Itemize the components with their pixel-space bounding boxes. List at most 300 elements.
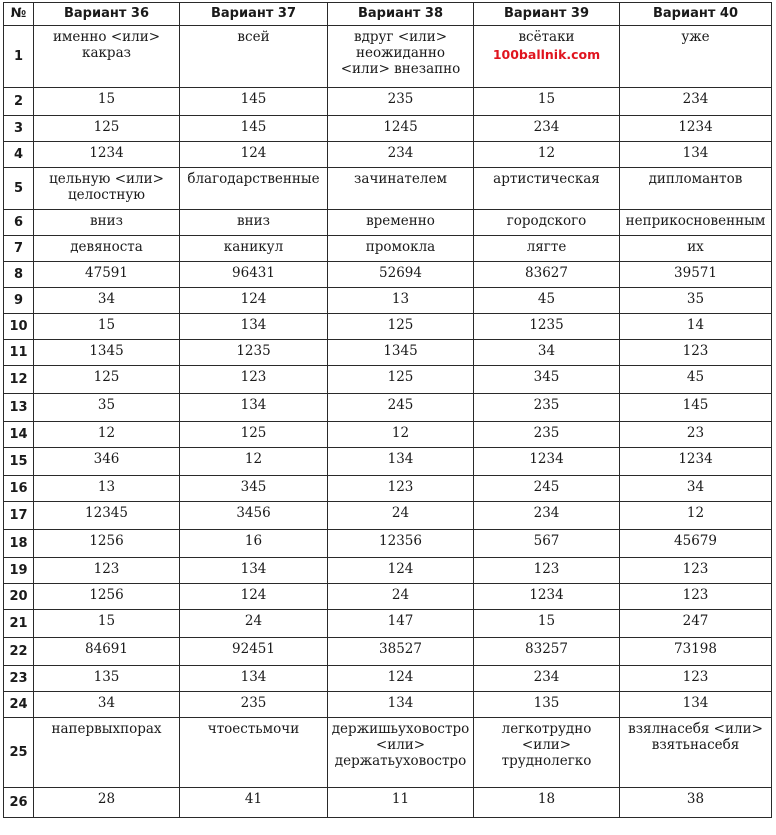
row-number — [4, 262, 34, 288]
answer-cell — [180, 788, 328, 818]
answer-cell — [34, 610, 180, 638]
answer-text: 34 — [97, 695, 116, 711]
answer-text: 134 — [240, 561, 267, 577]
answer-cell — [620, 366, 772, 394]
answer-cell — [474, 394, 620, 422]
row-number-text: 17 — [9, 507, 28, 523]
answer-cell — [34, 288, 180, 314]
row-number — [4, 210, 34, 236]
table-row — [4, 116, 772, 142]
answer-cell — [474, 638, 620, 666]
answer-text: 234 — [533, 505, 560, 521]
answer-text: 12 — [686, 505, 705, 521]
answer-cell — [474, 476, 620, 502]
answer-text: 125 — [387, 369, 414, 385]
row-number — [4, 448, 34, 476]
table-row — [4, 584, 772, 610]
header-variant-36: Вариант 36 — [34, 3, 180, 26]
table-row — [4, 210, 772, 236]
answer-text: 147 — [387, 613, 414, 629]
answer-cell — [34, 666, 180, 692]
header-variant-40: Вариант 40 — [620, 3, 772, 26]
answer-text: каникул — [223, 239, 284, 255]
answer-text: 83627 — [525, 265, 568, 281]
row-number — [4, 88, 34, 116]
answer-text: именно <или> какраз — [52, 29, 161, 61]
answer-text: 96431 — [232, 265, 275, 281]
answer-cell — [620, 210, 772, 236]
answer-cell — [474, 718, 620, 788]
answer-text: 84691 — [85, 641, 128, 657]
answers-table — [3, 2, 772, 818]
table-row — [4, 394, 772, 422]
answer-cell — [34, 584, 180, 610]
answer-text: 38 — [686, 791, 705, 807]
row-number — [4, 558, 34, 584]
answer-text: 1235 — [529, 317, 564, 333]
answer-cell — [328, 340, 474, 366]
answer-cell — [474, 610, 620, 638]
table-row — [4, 366, 772, 394]
answer-text: 123 — [533, 561, 560, 577]
answer-text: городского — [506, 213, 587, 229]
answer-cell — [328, 236, 474, 262]
answer-cell — [474, 210, 620, 236]
answer-cell — [34, 692, 180, 718]
answer-text: 134 — [240, 669, 267, 685]
answer-cell — [180, 530, 328, 558]
answer-text: 125 — [93, 119, 120, 135]
answer-text: 134 — [682, 145, 709, 161]
header-variant-39: Вариант 39 — [474, 3, 620, 26]
table-row — [4, 502, 772, 530]
answer-text: 145 — [240, 91, 267, 107]
row-number-text: 11 — [9, 344, 28, 360]
row-number — [4, 340, 34, 366]
answer-text: 123 — [93, 561, 120, 577]
answer-text: 346 — [93, 451, 120, 467]
answer-cell — [328, 448, 474, 476]
watermark-text: 100ballnik.com — [492, 47, 601, 62]
row-number-text: 23 — [9, 670, 28, 686]
table-row — [4, 448, 772, 476]
answer-text: 1234 — [89, 145, 124, 161]
answer-cell — [34, 448, 180, 476]
answer-text: 14 — [686, 317, 705, 333]
row-number-text: 20 — [9, 588, 28, 604]
answer-cell — [474, 88, 620, 116]
row-number-text: 10 — [9, 318, 28, 334]
answer-text: 39571 — [674, 265, 717, 281]
answer-cell — [34, 394, 180, 422]
answer-cell — [474, 502, 620, 530]
answer-text: 1345 — [383, 343, 418, 359]
answer-text: промокла — [365, 239, 436, 255]
answer-cell — [620, 530, 772, 558]
answer-cell — [474, 168, 620, 210]
answer-cell — [620, 666, 772, 692]
answer-text: 124 — [387, 669, 414, 685]
answer-text: 1234 — [678, 451, 713, 467]
answer-text: 35 — [97, 397, 116, 413]
table-row — [4, 288, 772, 314]
answer-text: дипломантов — [648, 171, 743, 187]
answer-text: 24 — [244, 613, 263, 629]
answer-text: 145 — [682, 397, 709, 413]
answer-cell — [328, 142, 474, 168]
row-number-text: 26 — [9, 794, 28, 810]
answer-text: цельную <или> целостную — [49, 171, 164, 203]
answer-cell — [180, 314, 328, 340]
table-row — [4, 718, 772, 788]
table-row — [4, 476, 772, 502]
answer-text: 124 — [240, 291, 267, 307]
answer-cell — [474, 314, 620, 340]
answer-text: 1234 — [529, 451, 564, 467]
answer-text: 1234 — [678, 119, 713, 135]
row-number-text: 25 — [9, 744, 28, 760]
row-number-text: 15 — [9, 453, 28, 469]
answer-text: 83257 — [525, 641, 568, 657]
answer-text: 23 — [686, 425, 705, 441]
answer-text: 15 — [97, 613, 116, 629]
answer-text: 24 — [391, 587, 410, 603]
answer-cell — [328, 584, 474, 610]
answer-cell — [620, 502, 772, 530]
answer-cell — [180, 448, 328, 476]
answer-cell — [620, 262, 772, 288]
answer-cell — [620, 476, 772, 502]
answer-text: уже — [681, 29, 710, 45]
answer-text: 45 — [537, 291, 556, 307]
answer-text: 15 — [97, 317, 116, 333]
answer-cell — [328, 26, 474, 88]
answer-cell — [328, 558, 474, 584]
row-number-text: 2 — [13, 93, 24, 109]
row-number-text: 14 — [9, 426, 28, 442]
answer-cell — [328, 692, 474, 718]
answer-cell — [620, 288, 772, 314]
row-number — [4, 610, 34, 638]
answer-text: 124 — [387, 561, 414, 577]
answer-text: 24 — [391, 505, 410, 521]
answer-text: 73198 — [674, 641, 717, 657]
answer-text: 125 — [240, 425, 267, 441]
answer-cell — [328, 288, 474, 314]
answer-cell — [328, 718, 474, 788]
table-row — [4, 262, 772, 288]
answer-text: 3456 — [236, 505, 271, 521]
table-row — [4, 314, 772, 340]
answer-text: 125 — [387, 317, 414, 333]
answer-cell — [474, 558, 620, 584]
answer-text: 123 — [682, 669, 709, 685]
answer-text: 245 — [387, 397, 414, 413]
header-row — [4, 3, 772, 26]
row-number — [4, 530, 34, 558]
answer-cell — [620, 584, 772, 610]
table-row — [4, 638, 772, 666]
answer-text: девяноста — [70, 239, 143, 255]
answer-cell — [328, 530, 474, 558]
answer-text: 235 — [240, 695, 267, 711]
answer-cell — [474, 788, 620, 818]
answer-text: вдруг <или> неожиданно <или> внезапно — [340, 29, 461, 77]
answer-text: 1256 — [89, 587, 124, 603]
answer-text: 345 — [240, 479, 267, 495]
answer-text: 12 — [391, 425, 410, 441]
answer-cell — [328, 366, 474, 394]
row-number — [4, 116, 34, 142]
answer-cell — [180, 558, 328, 584]
row-number — [4, 788, 34, 818]
answer-text: 1235 — [236, 343, 271, 359]
answer-cell — [328, 210, 474, 236]
row-number — [4, 394, 34, 422]
answer-cell — [620, 692, 772, 718]
answer-text: 235 — [533, 425, 560, 441]
answer-text: благодарственные — [187, 171, 320, 187]
answer-text: держишьуховостро <или> держатьуховостро — [331, 721, 470, 769]
answer-text: 47591 — [85, 265, 128, 281]
answer-text: 123 — [682, 587, 709, 603]
answer-cell — [180, 262, 328, 288]
answer-text: 15 — [537, 91, 556, 107]
answer-text: 45 — [686, 369, 705, 385]
answer-cell — [34, 116, 180, 142]
answer-cell — [180, 26, 328, 88]
answer-cell — [34, 366, 180, 394]
answer-cell — [180, 142, 328, 168]
answer-cell — [620, 394, 772, 422]
answer-cell — [180, 88, 328, 116]
answer-cell — [620, 26, 772, 88]
row-number-text: 5 — [13, 180, 24, 196]
row-number — [4, 288, 34, 314]
row-number — [4, 142, 34, 168]
answer-cell — [620, 168, 772, 210]
answer-cell — [34, 530, 180, 558]
answer-cell — [474, 666, 620, 692]
answer-cell — [474, 236, 620, 262]
answer-cell — [34, 788, 180, 818]
answer-text: 41 — [244, 791, 263, 807]
answer-cell — [34, 142, 180, 168]
answer-text: 135 — [533, 695, 560, 711]
answer-cell — [180, 288, 328, 314]
answer-cell — [34, 502, 180, 530]
answer-cell — [180, 476, 328, 502]
answer-cell — [474, 288, 620, 314]
answer-text: 345 — [533, 369, 560, 385]
answer-text: 13 — [97, 479, 116, 495]
answer-text: 134 — [240, 317, 267, 333]
answer-text: вниз — [90, 213, 123, 229]
answer-text: 45679 — [674, 533, 717, 549]
answer-cell — [180, 210, 328, 236]
answer-cell — [34, 314, 180, 340]
answer-text: 135 — [93, 669, 120, 685]
row-number — [4, 168, 34, 210]
answer-text: 12 — [537, 145, 556, 161]
row-number — [4, 666, 34, 692]
answer-cell — [474, 692, 620, 718]
answer-text: 15 — [97, 91, 116, 107]
answer-text: 234 — [533, 119, 560, 135]
answer-cell — [34, 340, 180, 366]
answer-text: 35 — [686, 291, 705, 307]
answer-cell — [34, 558, 180, 584]
answer-cell — [328, 666, 474, 692]
answer-text: их — [687, 239, 704, 255]
answer-cell — [474, 262, 620, 288]
row-number — [4, 236, 34, 262]
answer-text: 12 — [244, 451, 263, 467]
answer-cell — [180, 236, 328, 262]
row-number-text: 22 — [9, 643, 28, 659]
table-row — [4, 236, 772, 262]
answer-text: лягте — [526, 239, 567, 255]
answer-text: 1345 — [89, 343, 124, 359]
answer-cell — [34, 88, 180, 116]
answer-cell — [474, 584, 620, 610]
header-variant-38: Вариант 38 — [328, 3, 474, 26]
answer-text: 134 — [387, 451, 414, 467]
row-number — [4, 718, 34, 788]
header-variant-37: Вариант 37 — [180, 3, 328, 26]
answer-text: артистическая — [493, 171, 600, 187]
answer-cell — [34, 210, 180, 236]
answer-cell — [34, 718, 180, 788]
answer-cell — [180, 366, 328, 394]
answer-text: 34 — [686, 479, 705, 495]
answer-text: вниз — [237, 213, 270, 229]
row-number-text: 6 — [13, 214, 24, 230]
row-number-text: 1 — [13, 48, 24, 64]
table-row — [4, 26, 772, 88]
answer-cell — [620, 88, 772, 116]
row-number — [4, 366, 34, 394]
answer-text: 123 — [387, 479, 414, 495]
answer-text: 1245 — [383, 119, 418, 135]
answer-cell — [34, 638, 180, 666]
answer-cell — [620, 558, 772, 584]
answer-text: 18 — [537, 791, 556, 807]
header-number: № — [4, 3, 34, 26]
answer-cell — [620, 116, 772, 142]
table-row — [4, 788, 772, 818]
answer-cell — [328, 394, 474, 422]
table-row — [4, 666, 772, 692]
row-number-text: 13 — [9, 399, 28, 415]
answer-text: 15 — [537, 613, 556, 629]
answer-cell — [180, 666, 328, 692]
answer-cell — [620, 448, 772, 476]
row-number-text: 9 — [13, 292, 24, 308]
answer-cell — [328, 262, 474, 288]
answer-text: 245 — [533, 479, 560, 495]
table-row — [4, 142, 772, 168]
answer-cell — [328, 314, 474, 340]
answer-cell — [620, 610, 772, 638]
answer-text: взялнасебя <или> взятьнасебя — [628, 721, 763, 753]
answer-cell — [474, 340, 620, 366]
answer-text: неприкосновенным — [625, 213, 766, 229]
answer-cell — [180, 502, 328, 530]
answer-cell — [474, 116, 620, 142]
answer-text: 28 — [97, 791, 116, 807]
row-number-text: 18 — [9, 535, 28, 551]
answer-cell — [328, 88, 474, 116]
table-row — [4, 340, 772, 366]
row-number — [4, 476, 34, 502]
answer-text: 234 — [533, 669, 560, 685]
answer-text: 134 — [682, 695, 709, 711]
table-row — [4, 88, 772, 116]
answer-cell — [328, 502, 474, 530]
answer-cell — [180, 718, 328, 788]
answer-text: 52694 — [379, 265, 422, 281]
answer-cell — [180, 116, 328, 142]
row-number — [4, 638, 34, 666]
answer-text: легкотрудно <или> труднолегко — [501, 721, 592, 769]
answer-cell — [180, 584, 328, 610]
answer-cell — [474, 366, 620, 394]
answer-text: 12 — [97, 425, 116, 441]
answer-cell — [34, 236, 180, 262]
answer-cell — [34, 26, 180, 88]
answer-cell — [34, 168, 180, 210]
answer-cell — [180, 340, 328, 366]
answer-cell — [328, 638, 474, 666]
answer-cell — [180, 692, 328, 718]
answer-cell — [34, 476, 180, 502]
answer-text: 124 — [240, 145, 267, 161]
row-number-text: 19 — [9, 562, 28, 578]
answer-text: всей — [237, 29, 270, 45]
answer-cell — [180, 638, 328, 666]
answer-text: чтоестьмочи — [207, 721, 300, 737]
answer-text: 16 — [244, 533, 263, 549]
table-row — [4, 168, 772, 210]
answer-text: 247 — [682, 613, 709, 629]
answer-cell — [620, 142, 772, 168]
answer-text: временно — [366, 213, 435, 229]
answer-text: 567 — [533, 533, 560, 549]
row-number-text: 16 — [9, 480, 28, 496]
answer-cell — [474, 448, 620, 476]
answer-cell — [328, 422, 474, 448]
answer-text: всётаки — [518, 29, 575, 45]
answer-text: 124 — [240, 587, 267, 603]
answer-text: 234 — [387, 145, 414, 161]
row-number — [4, 692, 34, 718]
answer-cell — [474, 142, 620, 168]
answer-text: напервыхпорах — [51, 721, 162, 737]
table-row — [4, 610, 772, 638]
answer-cell — [328, 116, 474, 142]
answer-cell — [34, 422, 180, 448]
answer-text: 123 — [682, 343, 709, 359]
row-number — [4, 26, 34, 88]
answer-cell — [474, 530, 620, 558]
row-number — [4, 502, 34, 530]
answer-cell — [474, 422, 620, 448]
answer-cell — [620, 718, 772, 788]
answer-text: 1234 — [529, 587, 564, 603]
answer-text: 1256 — [89, 533, 124, 549]
answer-cell — [180, 422, 328, 448]
